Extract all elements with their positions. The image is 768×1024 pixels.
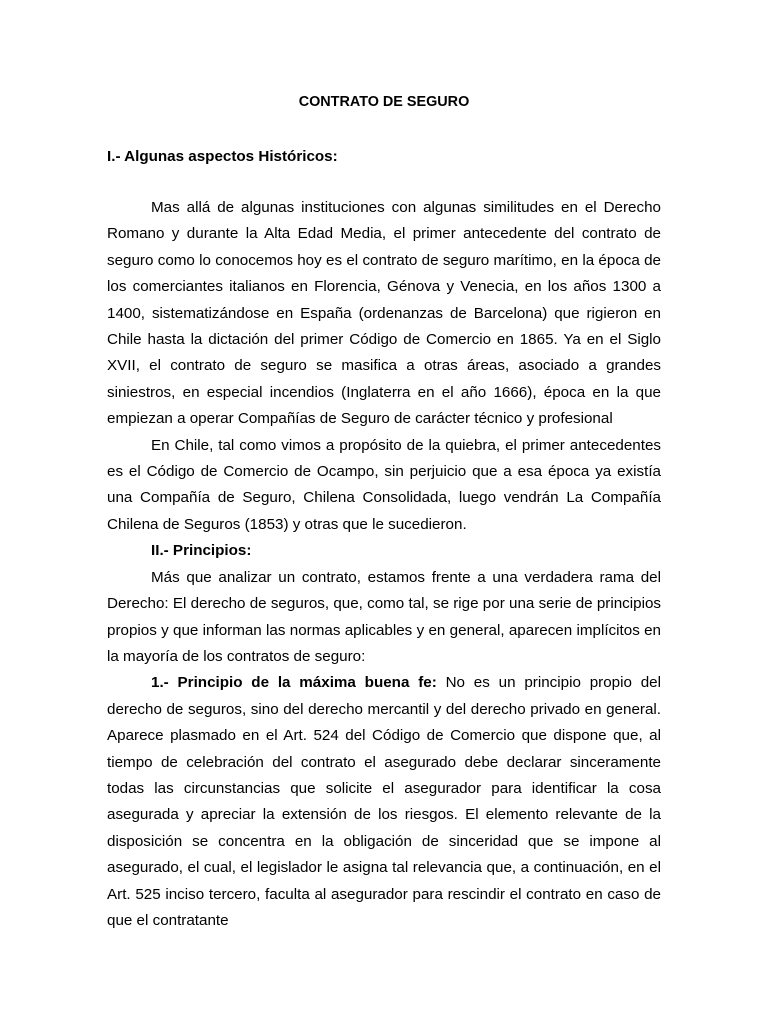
paragraph-history-1: Mas allá de algunas instituciones con algunas similitudes en el Derecho Romano y durante la Alta Edad Media, el primer antecedente del contrato de seguro como lo conocemos hoy es el contrato de seguro marítimo, en la época de los comerciantes italianos en Florencia, Génova y Venecia, en los años 1300 a 1400, sistematizándose en España (ordenanzas de Barcelona) que rigieron en Chile hasta la dictación del primer Código de Comercio en 1865. Ya en el Siglo XVII, el contrato de seguro se masifica a otras áreas, asociado a grandes siniestros, en especial incendios (Inglaterra en el año 1666), época en la que empiezan a operar Compañías de Seguro de carácter técnico y profesional — [107, 199, 661, 428]
document-body — [107, 195, 661, 934]
section-heading-historical: I.- Algunas aspectos Históricos: — [107, 148, 338, 165]
principle-1-label: 1.- Principio de la máxima buena fe: — [151, 674, 437, 692]
section-heading-principles: II.- Principios: — [151, 542, 252, 560]
document-title: CONTRATO DE SEGURO — [298, 94, 470, 110]
principle-1-text: No es un principio propio del derecho de seguros, sino del derecho mercantil y del derecho privado en general. Aparece plasmado en el Art. 524 del Código de Comercio que dispone que, al tiempo de celebración del contrato el asegurado debe declarar sinceramente todas las circunstancias que solicite el asegurador para identificar la cosa asegurada y apreciar la extensión de los riesgos. El elemento relevante de la disposición se concentra en la obligación de sinceridad que se impone al asegurado, el cual, el legislador le asigna tal relevancia que, a continuación, en el Art. 525 inciso tercero, faculta al asegurador para rescindir el contrato en caso de que el contratante — [107, 674, 661, 929]
paragraph-principles-intro: Más que analizar un contrato, estamos frente a una verdadera rama del Derecho: El derecho de seguros, que, como tal, se rige por una serie de principios propios y que informan las normas aplicables y en general, aparecen implícitos en la mayoría de los contratos de seguro: — [107, 568, 661, 665]
paragraph-principle-1 — [107, 670, 661, 934]
paragraph-history-2: En Chile, tal como vimos a propósito de la quiebra, el primer antecedentes es el Código de Comercio de Ocampo, sin perjuicio que a esa época ya existía una Compañía de Seguro, Chilena Consolidada, luego vendrán La Compañía Chilena de Seguros (1853) y otras que le sucedieron. — [107, 436, 661, 533]
